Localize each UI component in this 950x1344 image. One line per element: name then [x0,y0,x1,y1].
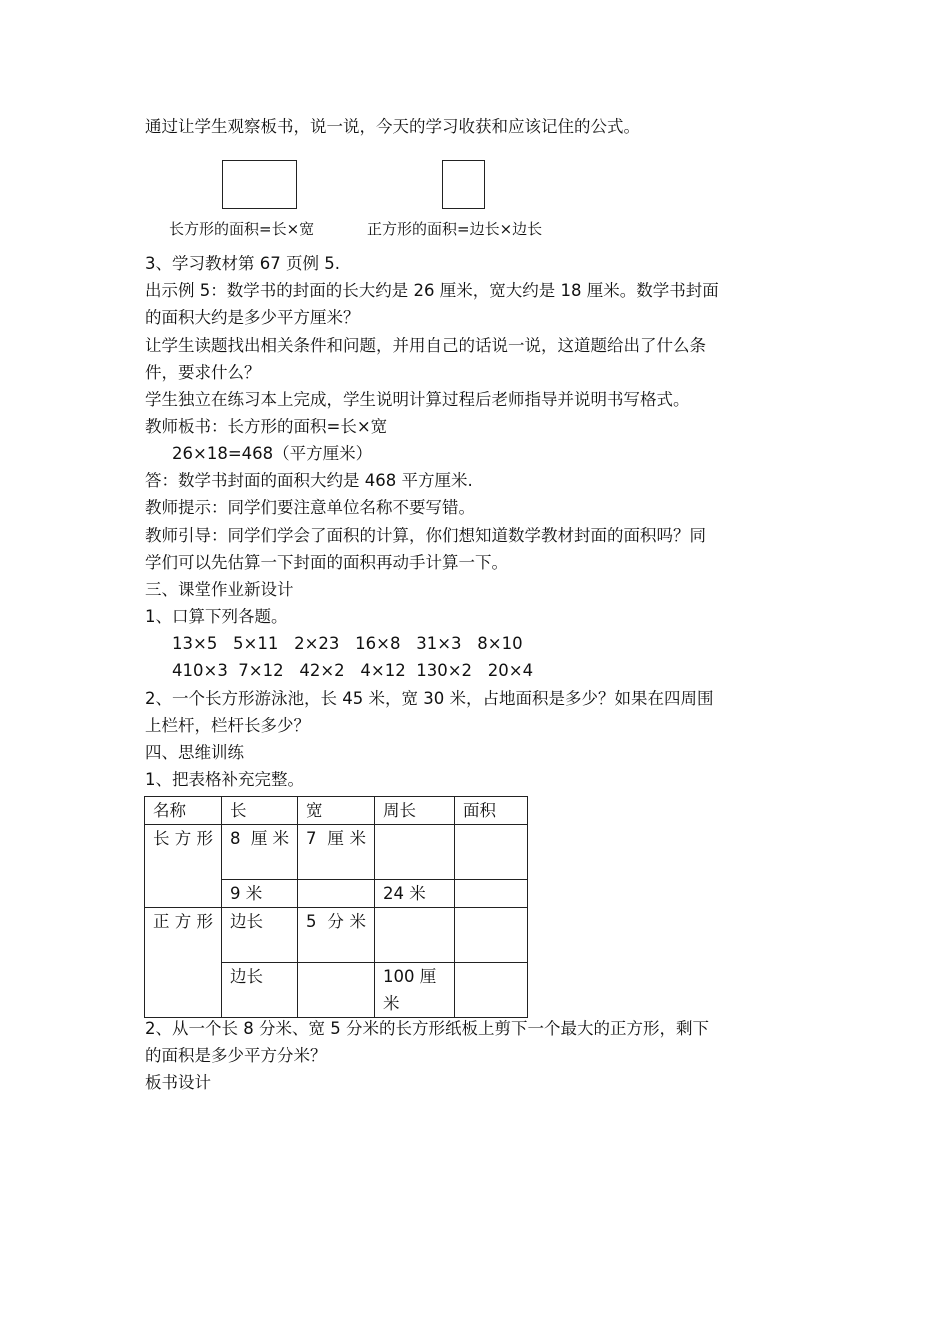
table-cell: 8 厘米 [222,825,298,880]
text-line: 让学生读题找出相关条件和问题，并用自己的话说一说，这道题给出了什么条 [145,336,706,355]
intro-text: 通过让学生观察板书，说一说，今天的学习收获和应该记住的公式。 [145,117,640,136]
text-line: 学们可以先估算一下封面的面积再动手计算一下。 [145,553,508,572]
section-heading: 四、思维训练 [145,743,244,762]
table-cell: 9 米 [222,880,298,908]
text-line: 出示例 5：数学书的封面的长大约是 26 厘米，宽大约是 18 厘米。数学书封面 [145,281,719,300]
text-line: 上栏杆，栏杆长多少？ [145,716,310,735]
section-heading: 三、课堂作业新设计 [145,580,294,599]
section-heading: 板书设计 [145,1073,211,1092]
table-cell [455,908,528,963]
text-line: 教师板书：长方形的面积=长×宽 [145,417,388,436]
square-label: 正方形 [145,908,222,1018]
text-line: 件，要求什么？ [145,363,261,382]
table-cell: 边长 [222,963,298,1018]
table-row [145,908,528,963]
square-area-formula: 正方形的面积=边长×边长 [367,220,543,238]
table-row [145,825,528,880]
text-line: 答：数学书封面的面积大约是 468 平方厘米. [145,471,473,490]
fill-in-table [144,796,528,1018]
rectangle-figure [222,160,297,209]
header-name: 名称 [145,797,222,825]
text-line: 1、口算下列各题。 [145,607,288,626]
text-line: 的面积大约是多少平方厘米？ [145,308,360,327]
table-cell [455,880,528,908]
table-cell [455,825,528,880]
table-cell [298,880,375,908]
table-cell: 100 厘米 [375,963,455,1018]
text-line: 的面积是多少平方分米？ [145,1046,327,1065]
text-line: 3、学习教材第 67 页例 5. [145,254,340,273]
text-line: 教师引导：同学们学会了面积的计算，你们想知道数学教材封面的面积吗？同 [145,526,706,545]
header-perimeter: 周长 [375,797,455,825]
table-cell [375,908,455,963]
mental-math-row: 410×3 7×12 42×2 4×12 130×2 20×4 [172,661,534,680]
table-cell [298,963,375,1018]
text-line: 1、把表格补充完整。 [145,770,304,789]
mental-math-row: 13×5 5×11 2×23 16×8 31×3 8×10 [172,634,523,653]
text-line: 2、从一个长 8 分米、宽 5 分米的长方形纸板上剪下一个最大的正方形，剩下 [145,1019,709,1038]
header-area: 面积 [455,797,528,825]
text-line: 教师提示：同学们要注意单位名称不要写错。 [145,498,475,517]
header-width: 宽 [298,797,375,825]
square-figure [442,160,485,209]
text-line: 2、一个长方形游泳池，长 45 米，宽 30 米，占地面积是多少？如果在四周围 [145,689,714,708]
rectangle-area-formula: 长方形的面积=长×宽 [169,220,315,238]
table-cell: 5 分米 [298,908,375,963]
table-cell: 边长 [222,908,298,963]
table-cell [375,825,455,880]
table-cell [455,963,528,1018]
header-length: 长 [222,797,298,825]
rectangle-label: 长方形 [145,825,222,908]
table-cell: 7 厘米 [298,825,375,880]
table-cell: 24 米 [375,880,455,908]
text-line: 学生独立在练习本上完成，学生说明计算过程后老师指导并说明书写格式。 [145,390,690,409]
text-line: 26×18=468（平方厘米） [172,444,373,463]
table-header-row [145,797,528,825]
